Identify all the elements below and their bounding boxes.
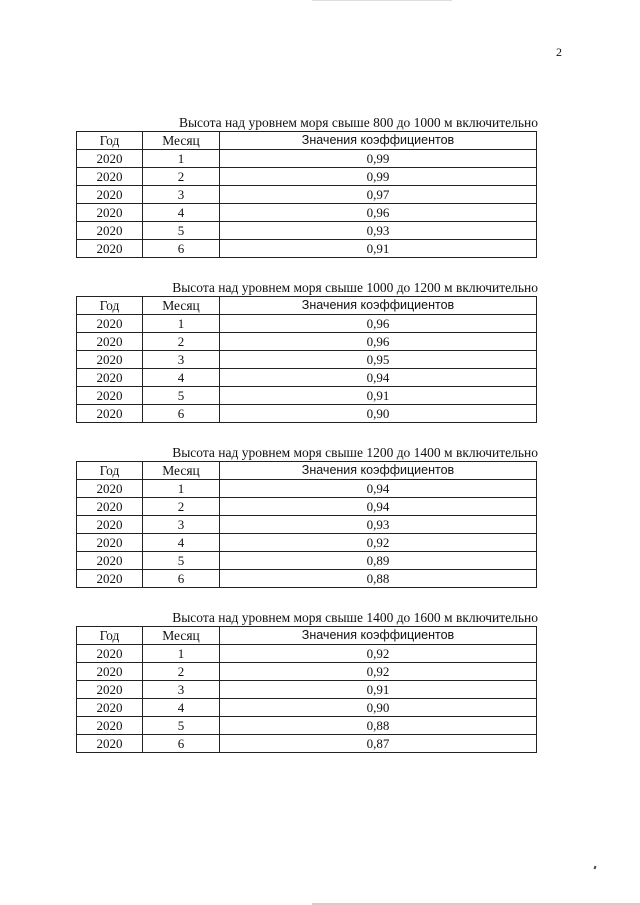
cell-value: 0,94 [220,498,537,516]
cell-value: 0,99 [220,168,537,186]
cell-value: 0,91 [220,240,537,258]
page-number: 2 [556,45,562,59]
scan-edge-top [312,0,452,1]
cell-month: 1 [143,315,220,333]
cell-year: 2020 [77,735,143,753]
section-1400-1600 [76,610,536,753]
cell-month: 5 [143,387,220,405]
table-row [77,222,537,240]
section-title: Высота над уровнем моря свыше 1400 до 1600 м включительно [172,610,538,625]
cell-value: 0,91 [220,387,537,405]
section-1200-1400 [76,445,536,588]
cell-year: 2020 [77,315,143,333]
table-header-row [77,462,537,480]
table-row [77,240,537,258]
section-title: Высота над уровнем моря свыше 800 до 1000 м включительно [178,115,538,130]
cell-value: 0,90 [220,699,537,717]
cell-month: 4 [143,534,220,552]
table-row [77,387,537,405]
cell-year: 2020 [77,645,143,663]
cell-value: 0,88 [220,717,537,735]
cell-year: 2020 [77,168,143,186]
cell-month: 1 [143,480,220,498]
table-row [77,498,537,516]
cell-year: 2020 [77,717,143,735]
cell-year: 2020 [77,699,143,717]
cell-month: 1 [143,150,220,168]
cell-month: 1 [143,645,220,663]
scan-speck [594,866,597,870]
cell-value: 0,96 [220,315,537,333]
table-row [77,534,537,552]
cell-year: 2020 [77,534,143,552]
cell-year: 2020 [77,663,143,681]
table-header-row [77,132,537,150]
cell-value: 0,93 [220,516,537,534]
cell-month: 5 [143,552,220,570]
cell-value: 0,91 [220,681,537,699]
header-value: Значения коэффициентов [220,462,537,480]
cell-year: 2020 [77,333,143,351]
cell-year: 2020 [77,240,143,258]
section-title: Высота над уровнем моря свыше 1000 до 1200 м включительно [172,280,538,295]
table-row [77,333,537,351]
cell-value: 0,99 [220,150,537,168]
cell-year: 2020 [77,480,143,498]
cell-month: 2 [143,168,220,186]
cell-value: 0,96 [220,204,537,222]
table-row [77,552,537,570]
cell-month: 6 [143,240,220,258]
cell-month: 6 [143,570,220,588]
table-row [77,663,537,681]
cell-year: 2020 [77,681,143,699]
cell-year: 2020 [77,570,143,588]
coefficients-table [76,296,537,423]
cell-value: 0,97 [220,186,537,204]
cell-month: 4 [143,699,220,717]
table-row [77,516,537,534]
table-row [77,150,537,168]
table-row [77,168,537,186]
cell-month: 3 [143,681,220,699]
cell-year: 2020 [77,498,143,516]
header-value: Значения коэффициентов [220,297,537,315]
table-row [77,699,537,717]
section-title: Высота над уровнем моря свыше 1200 до 1400 м включительно [172,445,538,460]
table-row [77,570,537,588]
table-row [77,735,537,753]
cell-month: 3 [143,186,220,204]
table-header-row [77,627,537,645]
table-header-row [77,297,537,315]
header-month: Месяц [143,297,220,315]
header-month: Месяц [143,462,220,480]
cell-value: 0,92 [220,663,537,681]
header-month: Месяц [143,132,220,150]
header-value: Значения коэффициентов [220,132,537,150]
header-month: Месяц [143,627,220,645]
cell-month: 3 [143,516,220,534]
table-row [77,480,537,498]
cell-value: 0,90 [220,405,537,423]
cell-value: 0,95 [220,351,537,369]
cell-year: 2020 [77,204,143,222]
cell-year: 2020 [77,405,143,423]
header-year: Год [77,462,143,480]
cell-year: 2020 [77,351,143,369]
cell-value: 0,94 [220,480,537,498]
cell-month: 3 [143,351,220,369]
table-row [77,681,537,699]
cell-value: 0,96 [220,333,537,351]
cell-month: 4 [143,369,220,387]
cell-year: 2020 [77,369,143,387]
header-year: Год [77,132,143,150]
cell-value: 0,89 [220,552,537,570]
table-row [77,351,537,369]
table-row [77,204,537,222]
cell-year: 2020 [77,150,143,168]
table-row [77,717,537,735]
table-row [77,315,537,333]
cell-value: 0,94 [220,369,537,387]
cell-value: 0,92 [220,645,537,663]
table-row [77,369,537,387]
cell-year: 2020 [77,186,143,204]
section-800-1000 [76,115,536,258]
cell-year: 2020 [77,516,143,534]
cell-month: 2 [143,333,220,351]
header-year: Год [77,627,143,645]
coefficients-table [76,461,537,588]
cell-month: 2 [143,498,220,516]
cell-month: 2 [143,663,220,681]
table-row [77,405,537,423]
cell-month: 6 [143,735,220,753]
section-1000-1200 [76,280,536,423]
cell-value: 0,88 [220,570,537,588]
coefficients-table [76,626,537,753]
cell-year: 2020 [77,552,143,570]
header-year: Год [77,297,143,315]
cell-month: 5 [143,717,220,735]
table-row [77,186,537,204]
table-row [77,645,537,663]
header-value: Значения коэффициентов [220,627,537,645]
cell-year: 2020 [77,387,143,405]
cell-value: 0,87 [220,735,537,753]
cell-month: 6 [143,405,220,423]
coefficients-table [76,131,537,258]
cell-value: 0,92 [220,534,537,552]
cell-value: 0,93 [220,222,537,240]
cell-month: 5 [143,222,220,240]
cell-year: 2020 [77,222,143,240]
cell-month: 4 [143,204,220,222]
